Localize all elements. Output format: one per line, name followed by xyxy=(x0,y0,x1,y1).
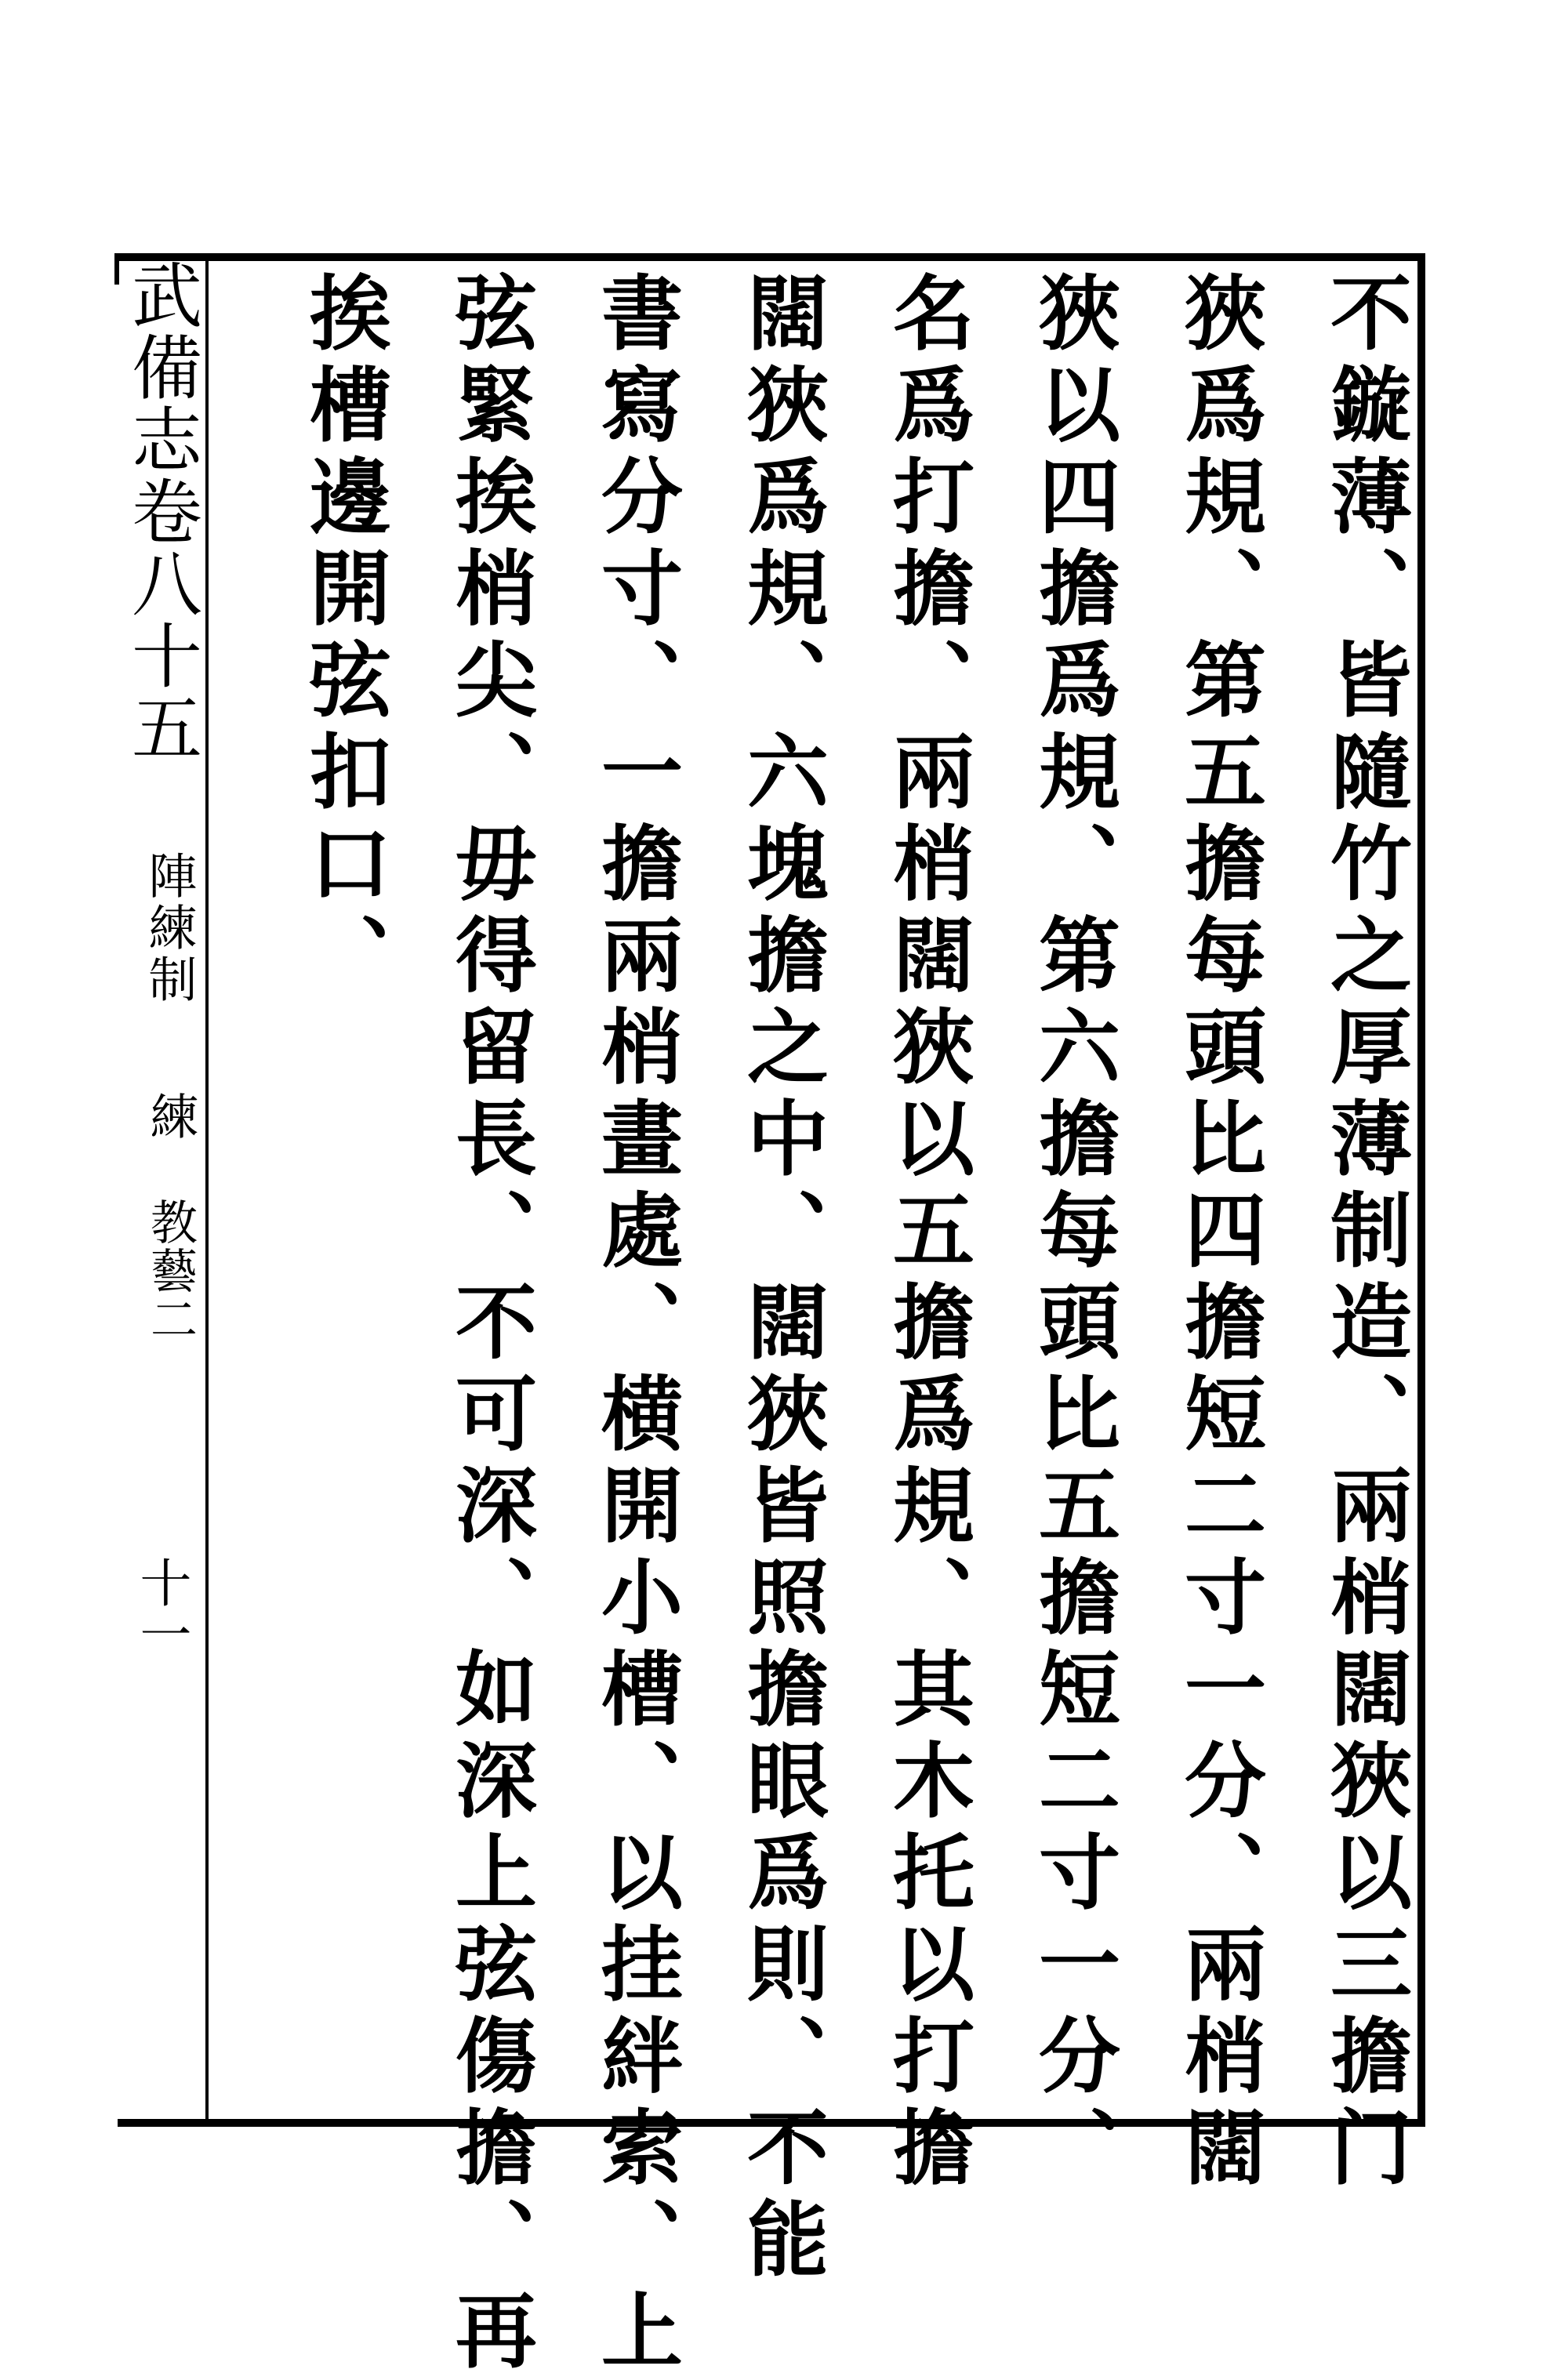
frame-top-rule xyxy=(118,253,1425,261)
text-column-6: 書寫分寸、一擔兩梢畫處、横開小槽、以挂絆索、上 xyxy=(587,270,684,2380)
margin-subsection-label-2: 教藝二 xyxy=(143,1198,198,1344)
margin-page-number: 十一 xyxy=(131,1556,191,1660)
text-column-1: 不鏇薄、皆隨竹之厚薄制造、兩梢闊狹以三擔门 xyxy=(1316,270,1413,2197)
text-column-3: 狹以四擔爲規、第六擔每頭比五擔短二寸一分、 xyxy=(1025,270,1121,2197)
frame-right-rule xyxy=(1417,253,1425,2127)
text-column-5: 闊狹爲規、六塊擔之中、闊狹皆照擔眼爲則、不能 xyxy=(733,270,829,2288)
margin-subsection-label: 練 xyxy=(142,1091,199,1140)
text-column-7: 弦緊挨梢尖、毋得留長、不可深、如深上弦傷擔、再 xyxy=(441,270,538,2380)
margin-book-title: 武備志卷八十五 xyxy=(119,259,201,764)
text-column-4: 名爲打擔、兩梢闊狹以五擔爲規、其木托以打擔 xyxy=(879,270,975,2197)
margin-section-label: 陣練制 xyxy=(140,851,198,1006)
text-column-8: 挨槽邊開弦扣口、 xyxy=(296,270,392,1004)
frame-margin-divider xyxy=(205,253,209,2127)
text-column-2: 狹爲規、第五擔每頭比四擔短二寸一分、兩梢闊 xyxy=(1171,270,1267,2197)
